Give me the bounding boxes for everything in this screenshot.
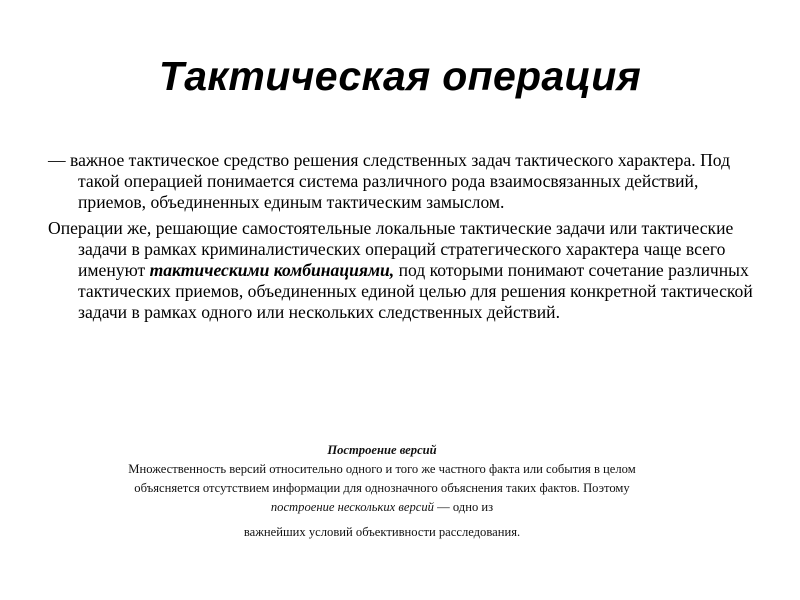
combinations-emphasis: тактическими комбинациями, [149, 260, 395, 280]
versions-note-body [112, 460, 652, 517]
versions-note-text-after: — одно из [433, 500, 494, 514]
combinations-text-before: Операции же, решающие самостоятельные локальные тактические задачи или тактические задачи в рамках криминалистических операций стратегического характера чаще всего именуют [48, 218, 734, 280]
versions-note-italic: построение нескольких версий [270, 500, 434, 514]
definition-paragraph: — важное тактическое средство решения следственных задач тактического характера. Под такой операцией понимается система различного рода взаимосвязанных действий, приемов, объединенных единым тактическим замыслом. [48, 150, 731, 212]
versions-note-text-before: Множественность версий относительно одного и того же частного факта или события в целом объясняется отсутствием информации для однозначного объяснения таких фактов. Поэтому [128, 462, 636, 495]
combinations-paragraph [48, 218, 768, 323]
slide-body [48, 150, 768, 323]
slide-title: Тактическая операция [158, 53, 642, 99]
versions-note-last-line: важнейших условий объективности расследования. [243, 525, 521, 539]
versions-note-title: Построение версий [327, 443, 437, 457]
combinations-text-after: под которыми понимают сочетание различных тактических приемов, объединенных единой целью для решения конкретной тактической задачи в рамках одного или нескольких следственных действий. [78, 260, 753, 322]
versions-note [112, 441, 652, 542]
